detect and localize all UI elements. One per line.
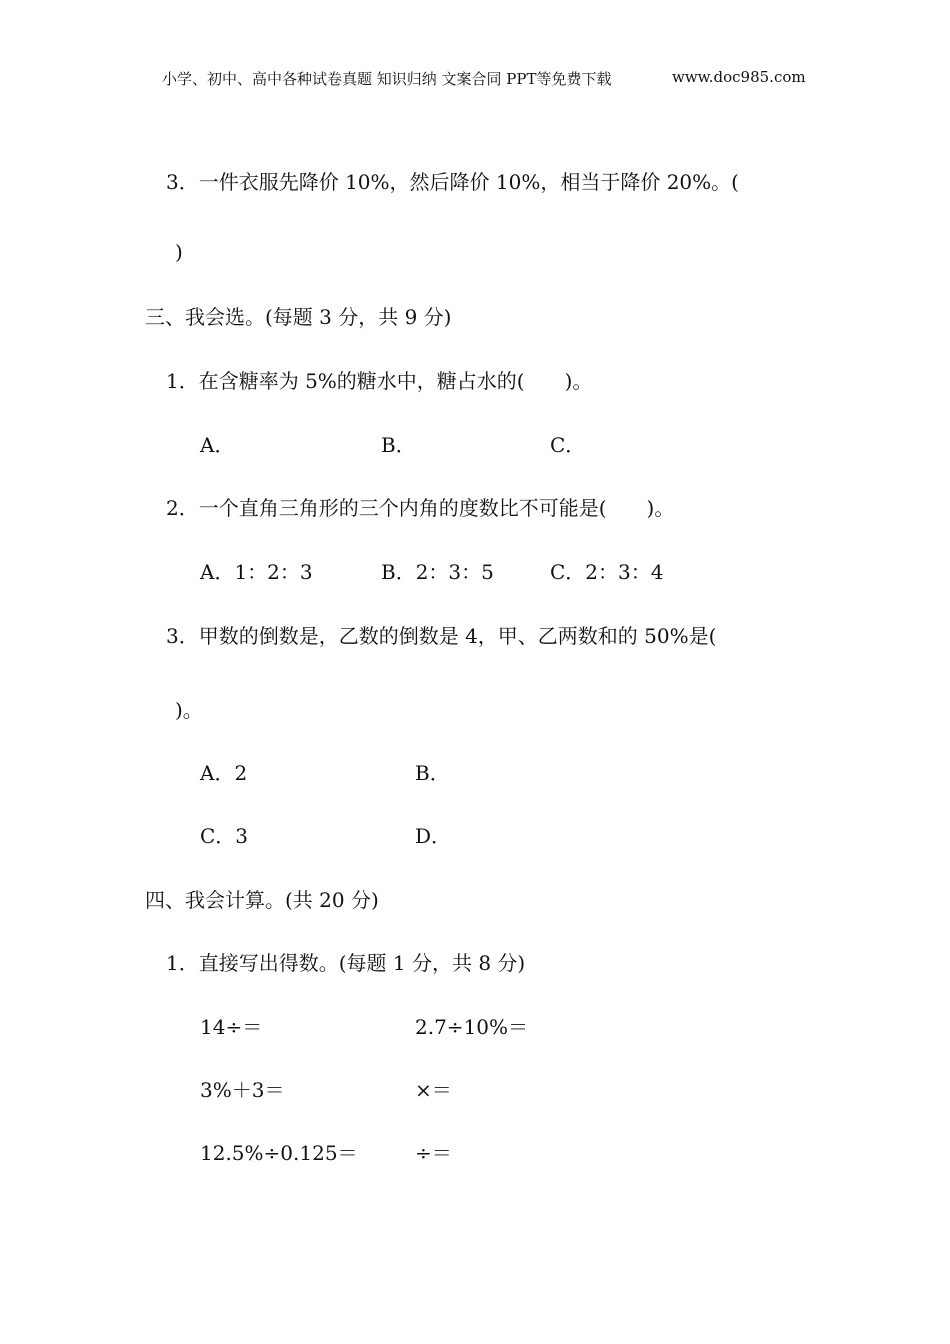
s3-q2-text: 2．一个直角三角形的三个内角的度数比不可能是( )。 <box>166 496 675 520</box>
s3-q2-option-a: A．1：2：3 <box>200 560 313 584</box>
s3-q2-option-b: B．2：3：5 <box>381 560 494 584</box>
s3-q3-option-a: A．2 <box>200 761 248 785</box>
calc-item: ×＝ <box>415 1078 452 1102</box>
prev-q3-line1: 3．一件衣服先降价 10%，然后降价 10%，相当于降价 20%。( <box>166 170 739 194</box>
s4-q1-text: 1．直接写出得数。(每题 1 分，共 8 分) <box>166 951 526 975</box>
calc-item: 2.7÷10%＝ <box>415 1015 529 1039</box>
prev-q3-line2: ) <box>175 240 183 264</box>
header-left-text: 小学、初中、高中各种试卷真题 知识归纳 文案合同 PPT等免费下载 <box>162 70 612 88</box>
calc-item: 12.5%÷0.125＝ <box>200 1141 358 1165</box>
s3-q1-option-b: B． <box>381 433 416 457</box>
section3-title: 三、我会选。(每题 3 分，共 9 分) <box>145 305 452 329</box>
section4-title: 四、我会计算。(共 20 分) <box>145 888 379 912</box>
s3-q3-option-d: D． <box>415 824 452 848</box>
calc-item: 14÷＝ <box>200 1015 263 1039</box>
s3-q1-option-a: A． <box>200 433 235 457</box>
s3-q2-option-c: C．2：3：4 <box>550 560 664 584</box>
s3-q3-text-line2: )。 <box>175 698 203 722</box>
calc-item: ÷＝ <box>415 1141 452 1165</box>
s3-q3-text-line1: 3．甲数的倒数是，乙数的倒数是 4，甲、乙两数和的 50%是( <box>166 624 717 648</box>
s3-q3-option-c: C．3 <box>200 824 249 848</box>
s3-q1-option-c: C． <box>550 433 586 457</box>
header-website: www.doc985.com <box>672 68 806 86</box>
s3-q3-option-b: B． <box>415 761 450 785</box>
calc-item: 3%＋3＝ <box>200 1078 285 1102</box>
s3-q1-text: 1．在含糖率为 5%的糖水中，糖占水的( )。 <box>166 369 593 393</box>
